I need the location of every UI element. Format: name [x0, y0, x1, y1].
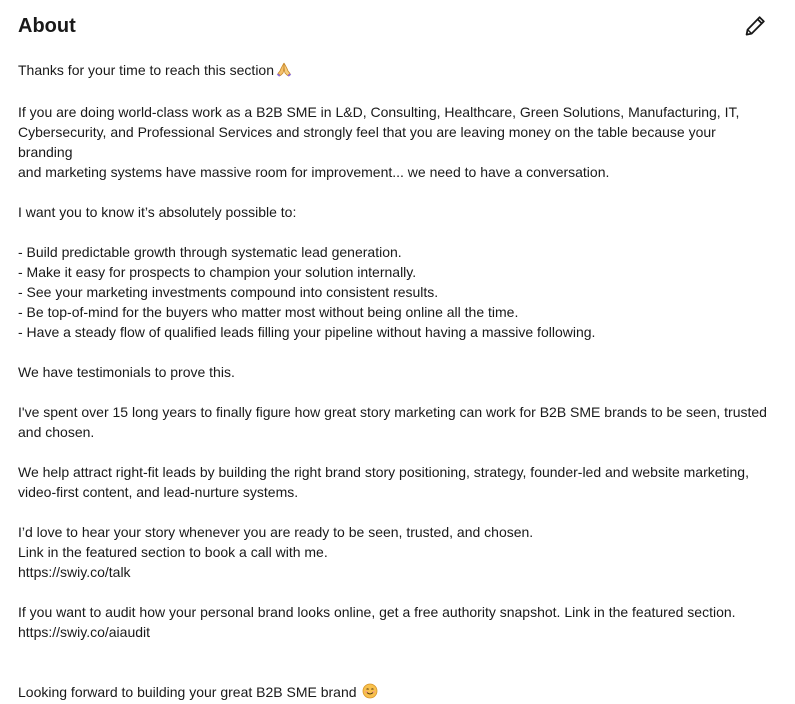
- about-line: If you want to audit how your personal brand looks online, get a free authority snapshot. Link in the featured section.: [18, 604, 736, 620]
- talk-url-text: https://swiy.co/talk: [18, 564, 131, 580]
- about-line: I've spent over 15 long years to finally figure how great story marketing can work for B2B SME brands to be seen, trusted: [18, 404, 767, 420]
- about-line: video-first content, and lead-nurture systems.: [18, 484, 299, 500]
- bullet-item: - Build predictable growth through systematic lead generation.: [18, 244, 402, 260]
- about-line: I’d love to hear your story whenever you are ready to be seen, trusted, and chosen.: [18, 524, 534, 540]
- about-line: We have testimonials to prove this.: [18, 364, 235, 380]
- bullet-item: - Make it easy for prospects to champion your solution internally.: [18, 264, 417, 280]
- edit-about-button[interactable]: [739, 10, 771, 42]
- smiling-face-icon: [362, 683, 378, 704]
- about-line: [18, 60, 773, 82]
- bullet-item: - See your marketing investments compound into consistent results.: [18, 284, 439, 300]
- about-line: Link in the featured section to book a call with me.: [18, 544, 328, 560]
- about-header: [18, 0, 771, 52]
- about-line: and chosen.: [18, 424, 95, 440]
- about-line: We help attract right-fit leads by building the right brand story positioning, strategy, founder-led and website marketing,: [18, 464, 749, 480]
- about-line: and marketing systems have massive room for improvement... we need to have a conversation.: [18, 164, 610, 180]
- folded-hands-icon: [276, 61, 292, 82]
- about-text: [18, 60, 773, 704]
- audit-url-text: https://swiy.co/aiaudit: [18, 624, 151, 640]
- section-title: About: [18, 15, 76, 37]
- greeting-text: Thanks for your time to reach this section: [18, 62, 274, 78]
- about-line: [18, 682, 773, 704]
- about-line: If you are doing world-class work as a B2B SME in L&D, Consulting, Healthcare, Green Solutions, Manufacturing, IT,: [18, 104, 740, 120]
- about-line: Cybersecurity, and Professional Services and strongly feel that you are leaving money on the table because your branding: [18, 124, 720, 160]
- pencil-icon: [743, 14, 767, 38]
- closing-text: Looking forward to building your great B2B SME brand: [18, 684, 357, 700]
- bullet-item: - Be top-of-mind for the buyers who matter most without being online all the time.: [18, 304, 519, 320]
- bullet-item: - Have a steady flow of qualified leads filling your pipeline without having a massive following.: [18, 324, 596, 340]
- about-line: I want you to know it’s absolutely possible to:: [18, 204, 297, 220]
